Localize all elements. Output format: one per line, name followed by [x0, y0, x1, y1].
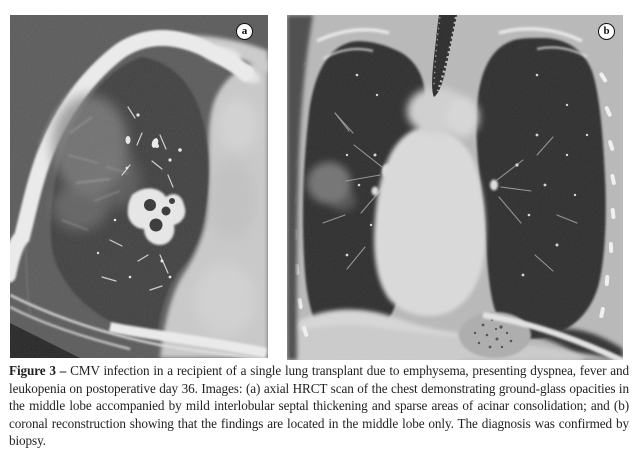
caption-separator: – [59, 363, 67, 378]
axial-hrct-panel [10, 15, 268, 358]
panel-label-b [598, 23, 615, 40]
panel-label-b-text: b [603, 25, 610, 37]
coronal-ct-image [287, 15, 623, 360]
panel-label-a-text: a [241, 25, 248, 37]
panel-label-a [236, 23, 253, 40]
coronal-ct-panel [287, 15, 623, 360]
axial-ct-image [10, 15, 268, 358]
figure-caption [9, 362, 629, 450]
caption-text: CMV infection in a recipient of a single lung transplant due to emphysema, presenting dyspnea, fever and leukopenia on postoperative day 36. Images: (a) axial HRCT scan of the chest demonstrating ground-glass opacities in the middle lobe accompanied by mild interlobular septal thickening and sparse areas of acinar consolidation; and (b) coronal reconstruction showing that the findings are located in the middle lobe only. The diagnosis was confirmed by biopsy. [9, 363, 629, 449]
figure-number: Figure 3 [9, 363, 56, 378]
